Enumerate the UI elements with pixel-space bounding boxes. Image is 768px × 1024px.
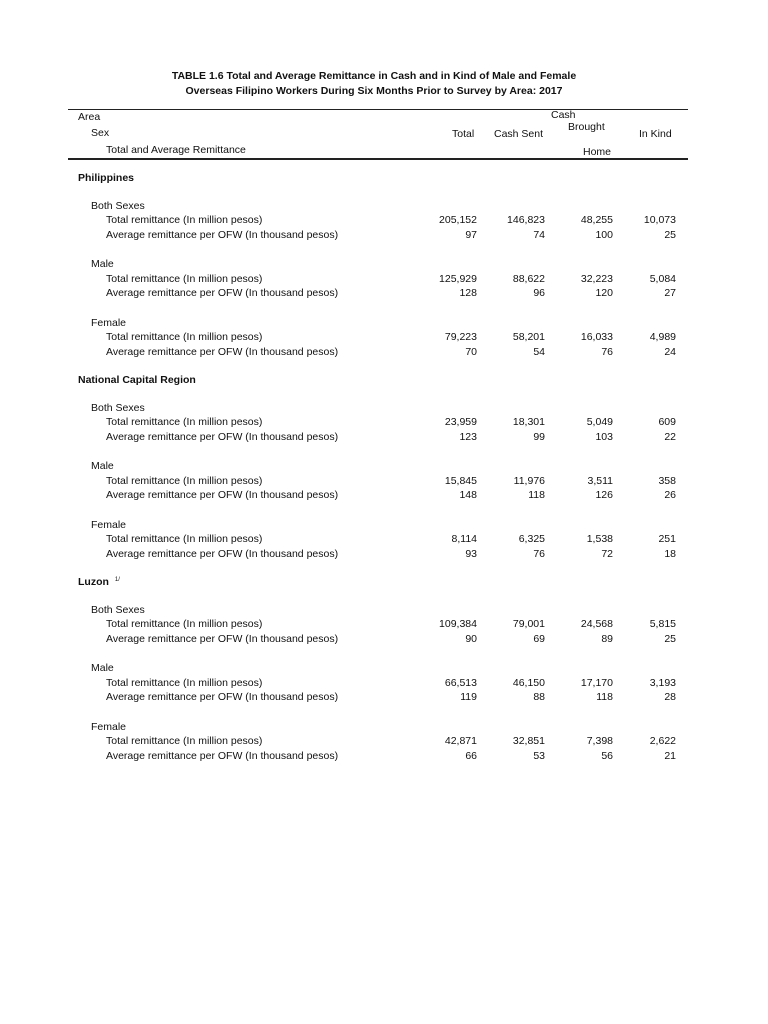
total-cell: 42,871 — [444, 735, 477, 747]
header-cash: Cash — [551, 109, 576, 121]
cash-brought-home-cell: 3,511 — [587, 474, 613, 487]
sex-label: Both Sexes — [91, 401, 145, 414]
cash-brought-home-cell: 16,033 — [580, 331, 613, 343]
in-kind-cell: 5,815 — [649, 618, 676, 630]
in-kind-cell: 609 — [658, 416, 676, 428]
total-cell: 79,223 — [444, 331, 477, 343]
cash-sent-cell: 53 — [533, 749, 545, 762]
table-row — [0, 677, 768, 691]
total-cell: 93 — [465, 547, 477, 560]
in-kind-cell: 25 — [664, 632, 676, 645]
in-kind-cell: 24 — [664, 345, 676, 358]
in-kind-cell: 5,084 — [649, 272, 676, 285]
total-cell: 148 — [459, 489, 477, 501]
cash-brought-home-cell: 56 — [601, 749, 613, 762]
in-kind-cell: 22 — [664, 430, 676, 443]
header-total: Total — [452, 128, 475, 140]
header-in-kind: In Kind — [639, 128, 672, 140]
sex-row — [0, 662, 768, 676]
row-label: Total remittance (In million pesos) — [106, 214, 263, 226]
table-row — [0, 735, 768, 749]
table-row — [0, 229, 768, 243]
sex-row — [0, 317, 768, 331]
sex-label: Male — [91, 662, 114, 674]
sex-row — [0, 604, 768, 618]
row-label: Total remittance (In million pesos) — [106, 416, 263, 428]
header-bottom-rule — [68, 158, 688, 160]
total-cell: 23,959 — [444, 416, 477, 428]
table-row — [0, 331, 768, 345]
row-label: Average remittance per OFW (In thousand pesos) — [106, 547, 339, 560]
header-cash-sent: Cash Sent — [494, 128, 544, 140]
cash-sent-cell: 88,622 — [512, 272, 545, 285]
total-cell: 128 — [459, 287, 477, 299]
total-cell: 205,152 — [439, 214, 477, 226]
cash-brought-home-cell: 120 — [595, 287, 613, 299]
row-label: Average remittance per OFW (In thousand pesos) — [106, 345, 339, 358]
header-home: Home — [583, 146, 612, 158]
cash-sent-cell: 11,976 — [513, 474, 545, 487]
cash-sent-cell: 46,150 — [512, 676, 545, 689]
cash-brought-home-cell: 7,398 — [586, 735, 613, 747]
table-row — [0, 691, 768, 705]
cash-brought-home-cell: 17,170 — [580, 676, 613, 689]
table-row — [0, 533, 768, 547]
cash-sent-cell: 96 — [533, 287, 545, 299]
table-row — [0, 273, 768, 287]
row-label: Average remittance per OFW (In thousand pesos) — [106, 287, 339, 299]
sex-label: Female — [91, 720, 127, 733]
sex-label: Both Sexes — [91, 199, 145, 212]
cash-sent-cell: 74 — [533, 228, 545, 241]
cash-sent-cell: 79,001 — [512, 618, 545, 630]
sex-label: Male — [91, 460, 114, 472]
row-label: Total remittance (In million pesos) — [106, 676, 263, 689]
sex-label: Male — [91, 258, 114, 270]
cash-brought-home-cell: 48,255 — [580, 214, 613, 226]
total-cell: 123 — [459, 430, 477, 443]
area-label: Luzon $^{1/}$ — [78, 576, 120, 588]
total-cell: 15,845 — [444, 474, 477, 487]
cash-brought-home-cell: 32,223 — [580, 272, 613, 285]
cash-sent-cell: 146,823 — [507, 214, 545, 226]
in-kind-cell: 18 — [664, 547, 676, 560]
cash-brought-home-cell: 100 — [595, 228, 613, 241]
cash-sent-cell: 69 — [533, 632, 545, 645]
cash-brought-home-cell: 24,568 — [580, 618, 613, 630]
header-remittance: Total and Average Remittance — [106, 144, 246, 156]
area-row — [0, 172, 768, 186]
row-label: Total remittance (In million pesos) — [106, 474, 263, 487]
total-cell: 90 — [465, 632, 477, 645]
in-kind-cell: 3,193 — [649, 676, 676, 689]
header-area: Area — [78, 111, 101, 123]
cash-sent-cell: 6,325 — [518, 533, 545, 545]
cash-brought-home-cell: 118 — [596, 691, 613, 703]
table-row — [0, 214, 768, 228]
cash-brought-home-cell: 126 — [595, 489, 613, 501]
row-label: Average remittance per OFW (In thousand pesos) — [106, 632, 339, 645]
sex-row — [0, 721, 768, 735]
cash-brought-home-cell: 103 — [595, 430, 613, 443]
header-sex: Sex — [91, 127, 110, 139]
area-label: Philippines — [78, 172, 135, 184]
total-cell: 70 — [465, 345, 477, 358]
sex-row — [0, 402, 768, 416]
row-label: Average remittance per OFW (In thousand pesos) — [106, 228, 339, 241]
sex-row — [0, 200, 768, 214]
sex-row — [0, 258, 768, 272]
total-cell: 119 — [460, 691, 477, 703]
row-label: Average remittance per OFW (In thousand pesos) — [106, 489, 339, 501]
in-kind-cell: 358 — [658, 474, 676, 487]
area-row — [0, 374, 768, 388]
table-row — [0, 416, 768, 430]
total-cell: 8,114 — [451, 533, 477, 545]
footnote-marker: 1/ — [114, 576, 120, 583]
cash-brought-home-cell: 1,538 — [586, 533, 613, 545]
area-label: National Capital Region — [78, 374, 196, 386]
row-label: Total remittance (In million pesos) — [106, 618, 263, 630]
table-row — [0, 750, 768, 764]
header-brought: Brought — [568, 121, 605, 133]
table-row — [0, 633, 768, 647]
table-row — [0, 618, 768, 632]
cash-brought-home-cell: 89 — [601, 632, 613, 645]
in-kind-cell: 21 — [664, 749, 676, 762]
cash-brought-home-cell: 76 — [601, 345, 613, 358]
in-kind-cell: 2,622 — [649, 735, 676, 747]
table-row — [0, 287, 768, 301]
cash-sent-cell: 32,851 — [512, 735, 545, 747]
cash-sent-cell: 58,201 — [512, 331, 545, 343]
cash-sent-cell: 88 — [533, 691, 545, 703]
row-label: Average remittance per OFW (In thousand pesos) — [106, 430, 339, 443]
cash-sent-cell: 118 — [528, 489, 545, 501]
sex-row — [0, 460, 768, 474]
header-top-rule — [68, 109, 688, 110]
row-label: Total remittance (In million pesos) — [106, 735, 263, 747]
row-label: Total remittance (In million pesos) — [106, 272, 263, 285]
cash-sent-cell: 18,301 — [512, 416, 545, 428]
cash-sent-cell: 99 — [533, 430, 545, 443]
in-kind-cell: 10,073 — [643, 214, 676, 226]
cash-sent-cell: 76 — [533, 547, 545, 560]
in-kind-cell: 251 — [658, 533, 676, 545]
in-kind-cell: 26 — [664, 489, 676, 501]
table-row — [0, 475, 768, 489]
area-row — [0, 576, 768, 590]
total-cell: 97 — [465, 228, 477, 241]
in-kind-cell: 4,989 — [649, 331, 676, 343]
table-row — [0, 489, 768, 503]
table-title-line-2: Overseas Filipino Workers During Six Months Prior to Survey by Area: 2017 — [185, 85, 563, 97]
row-label: Total remittance (In million pesos) — [106, 331, 263, 343]
cash-brought-home-cell: 72 — [601, 547, 613, 560]
sex-label: Female — [91, 518, 127, 531]
cash-sent-cell: 54 — [533, 345, 545, 358]
in-kind-cell: 27 — [664, 287, 676, 299]
sex-row — [0, 519, 768, 533]
in-kind-cell: 25 — [664, 228, 676, 241]
cash-brought-home-cell: 5,049 — [586, 416, 613, 428]
total-cell: 109,384 — [439, 618, 477, 630]
sex-label: Both Sexes — [91, 603, 145, 616]
table-title-line-1: TABLE 1.6 Total and Average Remittance in Cash and in Kind of Male and Female — [171, 70, 577, 82]
row-label: Average remittance per OFW (In thousand pesos) — [106, 691, 339, 703]
table-row — [0, 548, 768, 562]
table-row — [0, 346, 768, 360]
row-label: Average remittance per OFW (In thousand pesos) — [106, 749, 339, 762]
sex-label: Female — [91, 316, 127, 329]
total-cell: 125,929 — [439, 272, 477, 285]
table-row — [0, 431, 768, 445]
total-cell: 66,513 — [444, 676, 477, 689]
row-label: Total remittance (In million pesos) — [106, 533, 263, 545]
total-cell: 66 — [465, 749, 477, 762]
in-kind-cell: 28 — [664, 691, 676, 703]
